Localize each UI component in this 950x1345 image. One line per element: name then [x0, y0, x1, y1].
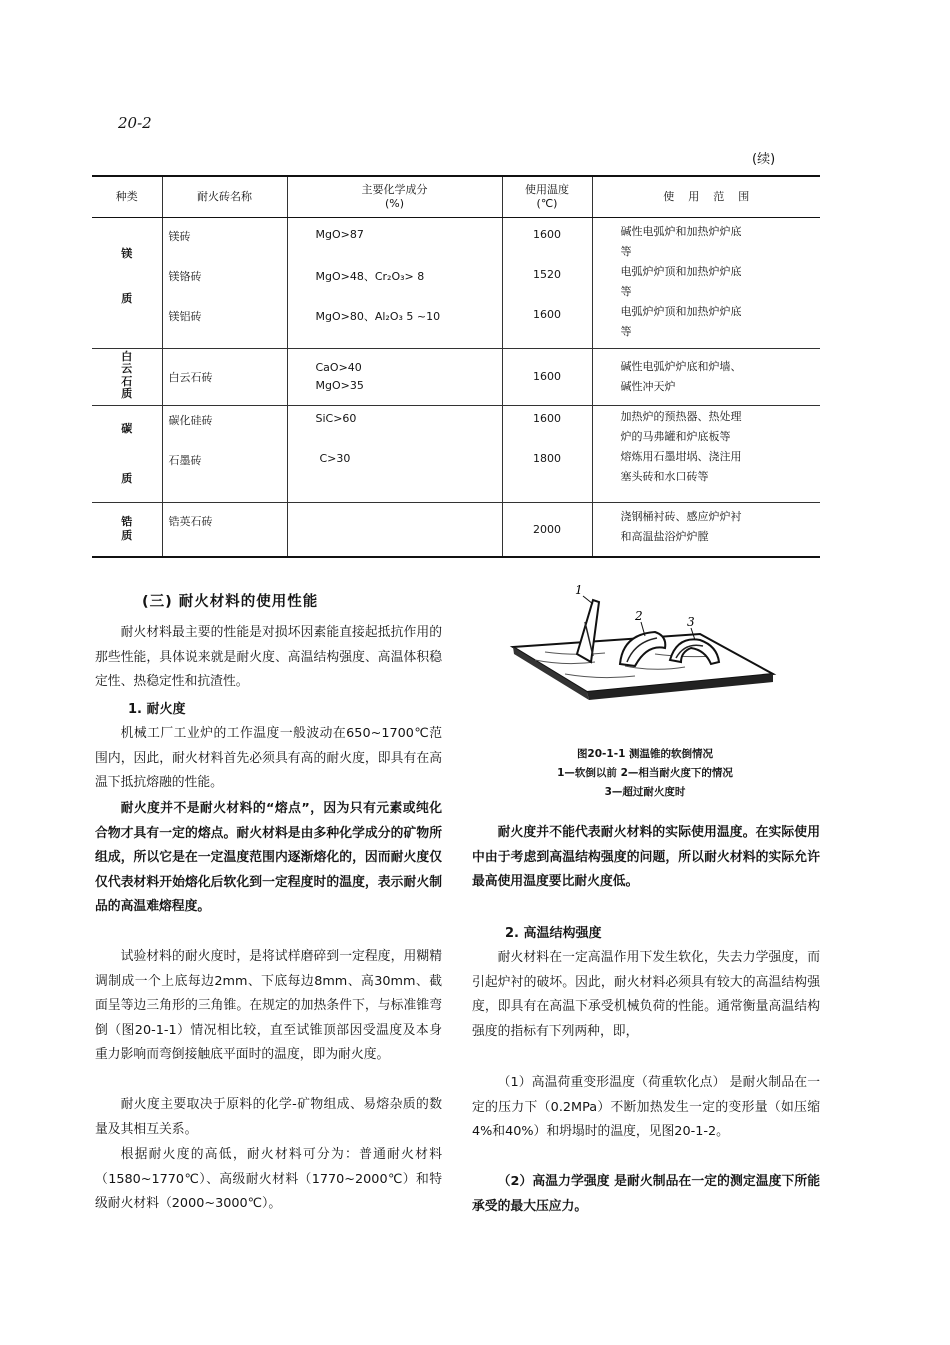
use-temperature: 1600 [533, 227, 561, 241]
usage-line: 和高温盐浴炉炉膛 [620, 529, 709, 543]
brick-name: 镁砖 [168, 229, 191, 243]
chemical-composition: MgO>80、Al₂O₃ 5 ~10 [315, 309, 441, 323]
brick-name: 镁铝砖 [168, 309, 202, 323]
chemical-cell [287, 502, 502, 557]
kind-char: 质 [121, 529, 133, 543]
kind-char: 质 [121, 292, 133, 305]
kind-char: 云 [121, 362, 133, 375]
page-number: 20-2 [118, 114, 152, 132]
figure-label-2: 2 [635, 609, 643, 623]
header-temp-line2: (℃) [536, 196, 558, 210]
figure-caption-line2: 1—软倒以前 2—相当耐火度下的情况 [557, 767, 733, 779]
usage-line: 炉的马弗罐和炉底板等 [620, 429, 731, 443]
intro-paragraph: 耐火材料最主要的性能是对损坏因素能直接起抵抗作用的那些性能，具体说来就是耐火度、高温结构强度、高温体积稳定性、热稳定性和抗渣性。 [95, 625, 442, 689]
paragraph-classification: 根据耐火度的高低，耐火材料可分为：普通耐火材料（1580~1770℃）、高级耐火材料（1770~2000℃）和特级耐火材料（2000~3000℃）。 [95, 1147, 442, 1211]
paragraph-dependence: 耐火度主要取决于原料的化学-矿物组成、易熔杂质的数量及其相互关系。 [95, 1097, 442, 1137]
usage-line: 塞头砖和水口砖等 [620, 469, 709, 483]
chemical-composition: MgO>48、Cr₂O₃> 8 [315, 269, 425, 283]
figure-label-1: 1 [575, 583, 583, 597]
heading-refractoriness: 1. 耐火度 [128, 702, 186, 717]
heading-structural-strength: 2. 高温结构强度 [505, 926, 602, 941]
temperature-cell [502, 405, 592, 502]
brick-name-cell [162, 502, 287, 557]
chemical-cell [287, 217, 502, 348]
kind-char: 锆 [121, 515, 133, 529]
header-kind: 种类 [92, 176, 162, 217]
header-temperature [502, 176, 592, 217]
header-chemical-line2: (%) [384, 196, 405, 210]
kind-char: 白 [121, 349, 133, 363]
use-temperature: 1600 [533, 411, 561, 425]
kind-cell-magnesia [92, 217, 162, 348]
table-row-magnesia [92, 217, 820, 348]
kind-char: 质 [121, 471, 133, 485]
pyrometric-cone-figure [505, 582, 785, 712]
paragraph-working-temperature: 机械工厂工业炉的工作温度一般波动在650~1700℃范围内，因此，耐火材料首先必须具有高的耐火度，即具有在高温下抵抗熔融的性能。 [95, 726, 442, 790]
brick-name-cell [162, 348, 287, 405]
paragraph-actual-temperature: 耐火度并不能代表耐火材料的实际使用温度。在实际使用中由于考虑到高温结构强度的问题，所以耐火材料的实际允许最高使用温度要比耐火度低。 [472, 825, 820, 889]
continued-label: (续) [752, 152, 776, 167]
use-temperature: 1520 [533, 267, 561, 281]
figure-label-3: 3 [687, 615, 695, 629]
brick-name-cell [162, 217, 287, 348]
paragraph-mechanical-strength: （2）高温力学强度 是耐火制品在一定的测定温度下所能承受的最大压应力。 [472, 1174, 820, 1214]
chemical-composition: SiC>60 [315, 411, 357, 425]
temperature-cell [502, 502, 592, 557]
kind-char: 质 [121, 387, 133, 400]
usage-line: 熔炼用石墨坩埚、浇注用 [620, 449, 742, 463]
usage-line: 电弧炉炉顶和加热炉炉底 [620, 304, 742, 318]
temperature-cell [502, 217, 592, 348]
usage-line: 等 [620, 244, 632, 258]
figure-caption-line3: 3—超过耐火度时 [604, 786, 686, 798]
usage-line: 加热炉的预热器、热处理 [620, 409, 742, 423]
usage-line: 电弧炉炉顶和加热炉炉底 [620, 264, 742, 278]
table-header-row [92, 176, 820, 217]
usage-cell [592, 502, 820, 557]
brick-name: 锆英石砖 [168, 514, 213, 528]
usage-line: 碱性电弧炉炉底和炉墙、 [620, 359, 742, 373]
usage-line: 等 [620, 324, 632, 338]
usage-line: 浇钢桶衬砖、感应炉炉衬 [620, 509, 742, 523]
use-temperature: 1600 [533, 370, 561, 383]
temperature-cell [502, 348, 592, 405]
usage-cell [592, 217, 820, 348]
use-temperature: 1600 [533, 307, 561, 321]
chemical-composition: C>30 [319, 451, 351, 465]
kind-char: 碳 [121, 421, 133, 435]
use-temperature: 2000 [533, 522, 561, 536]
brick-name: 碳化硅砖 [168, 413, 213, 427]
table-row-dolomite [92, 348, 820, 405]
brick-name: 镁铬砖 [168, 269, 202, 283]
usage-line: 等 [620, 284, 632, 298]
brick-name-cell [162, 405, 287, 502]
paragraph-melting-point: 耐火度并不是耐火材料的“熔点”，因为只有元素或纯化合物才具有一定的熔点。耐火材料是由多种化学成分的矿物所组成，所以它是在一定温度范围内逐渐熔化的，因而耐火度仅仅代表材料开始熔化后软化到一定程度时的温度，表示耐火制品的高温难熔程度。 [95, 801, 442, 914]
brick-name: 石墨砖 [168, 453, 202, 467]
kind-char: 镁 [121, 247, 133, 260]
section-title: (三) 耐火材料的使用性能 [142, 594, 319, 610]
chemical-composition: MgO>35 [315, 378, 364, 392]
chemical-cell [287, 405, 502, 502]
table-row-zircon [92, 502, 820, 557]
refractory-brick-table [92, 175, 820, 558]
usage-line: 碱性电弧炉和加热炉炉底 [620, 224, 742, 238]
header-usage: 使 用 范 围 [592, 176, 820, 217]
kind-cell-zircon [92, 502, 162, 557]
chemical-cell [287, 348, 502, 405]
paragraph-structural-strength: 耐火材料在一定高温作用下发生软化，失去力学强度，而引起炉衬的破坏。因此，耐火材料必须具有较大的高温结构强度，即具有在高温下承受机械负荷的性能。通常衡量高温结构强度的指标有下列两种，即， [472, 950, 820, 1039]
kind-char: 石 [121, 374, 133, 388]
header-chemical [287, 176, 502, 217]
usage-cell [592, 348, 820, 405]
kind-cell-carbon [92, 405, 162, 502]
usage-cell [592, 405, 820, 502]
brick-name: 白云石砖 [168, 370, 213, 384]
chemical-composition: CaO>40 [315, 360, 362, 374]
kind-cell-dolomite [92, 348, 162, 405]
paragraph-test-method: 试验材料的耐火度时，是将试样磨碎到一定程度，用糊精调制成一个上底每边2mm、下底每边8mm、高30mm、截面呈等边三角形的三角锥。在规定的加热条件下，与标准锥弯倒（图20-1-1）情况相比较，直至试锥顶部因受温度及本身重力影响而弯倒接触底平面时的温度，即为耐火度。 [95, 949, 442, 1062]
usage-line: 碱性冲天炉 [620, 379, 676, 393]
header-brick-name: 耐火砖名称 [162, 176, 287, 217]
paragraph-load-softening: （1）高温荷重变形温度（荷重软化点） 是耐火制品在一定的压力下（0.2MPa）不断加热发生一定的变形量（如压缩4%和40%）和坍塌时的温度，见图20-1-2。 [472, 1075, 820, 1139]
header-chemical-line1: 主要化学成分 [361, 182, 428, 196]
table-row-carbon [92, 405, 820, 502]
header-temp-line1: 使用温度 [525, 182, 569, 196]
use-temperature: 1800 [533, 451, 561, 465]
label-1-leader [583, 596, 593, 604]
chemical-composition: MgO>87 [315, 227, 364, 241]
figure-caption [520, 745, 770, 802]
figure-caption-title: 图20-1-1 测温锥的软倒情况 [576, 748, 714, 760]
